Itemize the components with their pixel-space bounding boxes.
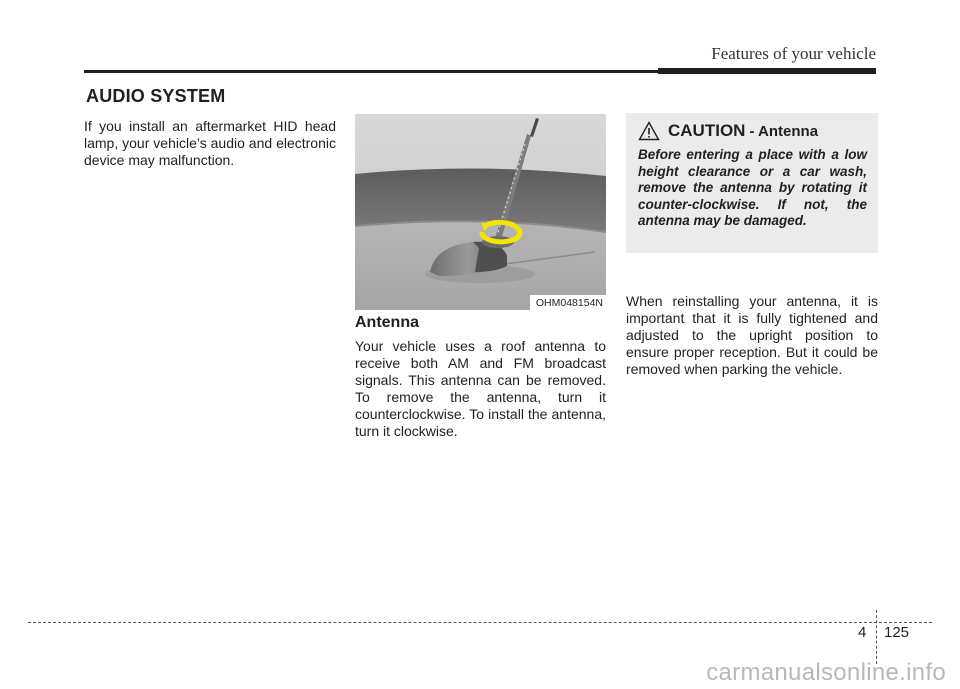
footer-divider <box>876 610 877 664</box>
section-title: AUDIO SYSTEM <box>86 86 226 106</box>
antenna-figure <box>355 114 606 310</box>
antenna-illustration <box>355 114 606 310</box>
figure-label: OHM048154N <box>530 295 606 310</box>
page-number: 125 <box>884 624 910 641</box>
footer-rule <box>28 622 932 623</box>
watermark: carmanualsonline.info <box>706 659 946 686</box>
caution-text: Before entering a place with a low height clearance or a car wash, remove the antenna by rotating it counter-clockwise. If not, the antenna may be damaged. <box>638 147 867 228</box>
header-rule-accent <box>658 68 876 74</box>
caution-box <box>626 113 878 253</box>
warning-triangle-icon <box>638 121 660 141</box>
caution-word: CAUTION <box>668 121 746 140</box>
antenna-heading: Antenna <box>355 314 419 331</box>
hid-notice-text: If you install an aftermarket HID head lamp, your vehicle’s audio and electronic device may malfunction. <box>84 118 336 168</box>
reinstall-text: When reinstalling your antenna, it is important that it is fully tightened and adjusted to the upright position to ensure proper reception. But it could be removed when parking the vehicle. <box>626 293 878 377</box>
caution-subject: - Antenna <box>749 122 819 140</box>
header-title: Features of your vehicle <box>711 44 876 63</box>
chapter-number: 4 <box>858 624 867 641</box>
caution-heading <box>638 121 818 141</box>
antenna-body-text: Your vehicle uses a roof antenna to receive both AM and FM broadcast signals. This antenna can be removed. To remove the antenna, turn it counterclockwise. To install the antenna, turn it clockwise. <box>355 338 606 439</box>
